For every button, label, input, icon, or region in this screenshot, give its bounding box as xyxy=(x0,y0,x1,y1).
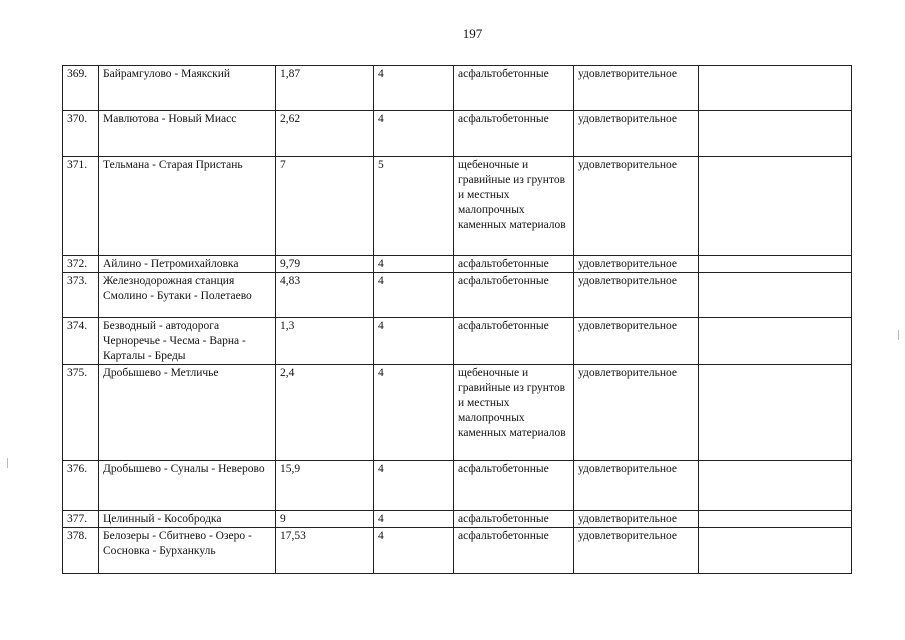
cell-category: 5 xyxy=(374,157,454,256)
table-body xyxy=(63,66,852,574)
cell-condition: удовлетворительное xyxy=(574,461,699,511)
cell-note xyxy=(699,256,852,273)
cell-length-km: 17,53 xyxy=(276,528,374,574)
cell-road-name: Белозеры - Сбитнево - Озеро - Сосновка - Бурханкуль xyxy=(99,528,276,574)
cell-condition: удовлетворительное xyxy=(574,66,699,111)
cell-note xyxy=(699,111,852,157)
page-number: 197 xyxy=(462,26,483,41)
cell-road-name: Безводный - автодорога Черноречье - Чесма - Варна - Карталы - Бреды xyxy=(99,318,276,365)
cell-category: 4 xyxy=(374,511,454,528)
cell-road-name: Айлино - Петромихайловка xyxy=(99,256,276,273)
cell-length-km: 1,3 xyxy=(276,318,374,365)
cell-category: 4 xyxy=(374,66,454,111)
cell-number: 376. xyxy=(63,461,99,511)
table-row xyxy=(63,318,852,365)
table-row xyxy=(63,528,852,574)
table-row xyxy=(63,111,852,157)
table-row xyxy=(63,273,852,318)
cell-condition: удовлетворительное xyxy=(574,318,699,365)
cell-note xyxy=(699,511,852,528)
cell-note xyxy=(699,365,852,461)
table-row xyxy=(63,157,852,256)
cell-number: 377. xyxy=(63,511,99,528)
table-row xyxy=(63,256,852,273)
cell-number: 378. xyxy=(63,528,99,574)
cell-road-name: Байрамгулово - Маякский xyxy=(99,66,276,111)
cell-condition: удовлетворительное xyxy=(574,111,699,157)
cell-length-km: 1,87 xyxy=(276,66,374,111)
cell-note xyxy=(699,318,852,365)
cell-surface-type: щебеночные и гравийные из грунтов и местных малопрочных каменных материалов xyxy=(454,365,574,461)
cell-length-km: 4,83 xyxy=(276,273,374,318)
cell-category: 4 xyxy=(374,273,454,318)
cell-number: 369. xyxy=(63,66,99,111)
cell-condition: удовлетворительное xyxy=(574,528,699,574)
cell-surface-type: асфальтобетонные xyxy=(454,318,574,365)
cell-note xyxy=(699,273,852,318)
cell-condition: удовлетворительное xyxy=(574,511,699,528)
table-row xyxy=(63,365,852,461)
cell-condition: удовлетворительное xyxy=(574,365,699,461)
cell-number: 373. xyxy=(63,273,99,318)
cell-surface-type: асфальтобетонные xyxy=(454,461,574,511)
roads-table xyxy=(62,65,852,574)
cell-condition: удовлетворительное xyxy=(574,256,699,273)
cell-number: 374. xyxy=(63,318,99,365)
cell-surface-type: асфальтобетонные xyxy=(454,511,574,528)
cell-number: 372. xyxy=(63,256,99,273)
cell-condition: удовлетворительное xyxy=(574,273,699,318)
cell-note xyxy=(699,528,852,574)
cell-length-km: 9,79 xyxy=(276,256,374,273)
cell-surface-type: асфальтобетонные xyxy=(454,111,574,157)
cell-road-name: Железнодорожная станция Смолино - Бутаки - Полетаево xyxy=(99,273,276,318)
cell-surface-type: щебеночные и гравийные из грунтов и местных малопрочных каменных материалов xyxy=(454,157,574,256)
cell-length-km: 2,62 xyxy=(276,111,374,157)
table-row xyxy=(63,66,852,111)
cell-length-km: 7 xyxy=(276,157,374,256)
cell-number: 371. xyxy=(63,157,99,256)
table-row xyxy=(63,511,852,528)
cell-road-name: Дробышево - Метличье xyxy=(99,365,276,461)
cell-note xyxy=(699,157,852,256)
cell-length-km: 9 xyxy=(276,511,374,528)
cell-surface-type: асфальтобетонные xyxy=(454,273,574,318)
cell-note xyxy=(699,461,852,511)
cell-condition: удовлетворительное xyxy=(574,157,699,256)
cell-surface-type: асфальтобетонные xyxy=(454,66,574,111)
cell-category: 4 xyxy=(374,111,454,157)
cell-road-name: Дробышево - Суналы - Неверово xyxy=(99,461,276,511)
cell-length-km: 2,4 xyxy=(276,365,374,461)
cell-category: 4 xyxy=(374,318,454,365)
cell-road-name: Тельмана - Старая Пристань xyxy=(99,157,276,256)
cell-surface-type: асфальтобетонные xyxy=(454,256,574,273)
cell-category: 4 xyxy=(374,365,454,461)
cell-number: 375. xyxy=(63,365,99,461)
cell-road-name: Мавлютова - Новый Миасс xyxy=(99,111,276,157)
cell-category: 4 xyxy=(374,256,454,273)
table-row xyxy=(63,461,852,511)
cell-category: 4 xyxy=(374,528,454,574)
cell-number: 370. xyxy=(63,111,99,157)
cell-category: 4 xyxy=(374,461,454,511)
cell-surface-type: асфальтобетонные xyxy=(454,528,574,574)
cell-length-km: 15,9 xyxy=(276,461,374,511)
scan-artifact-mark xyxy=(7,458,8,468)
scan-artifact-mark xyxy=(898,330,899,340)
cell-note xyxy=(699,66,852,111)
cell-road-name: Целинный - Кособродка xyxy=(99,511,276,528)
